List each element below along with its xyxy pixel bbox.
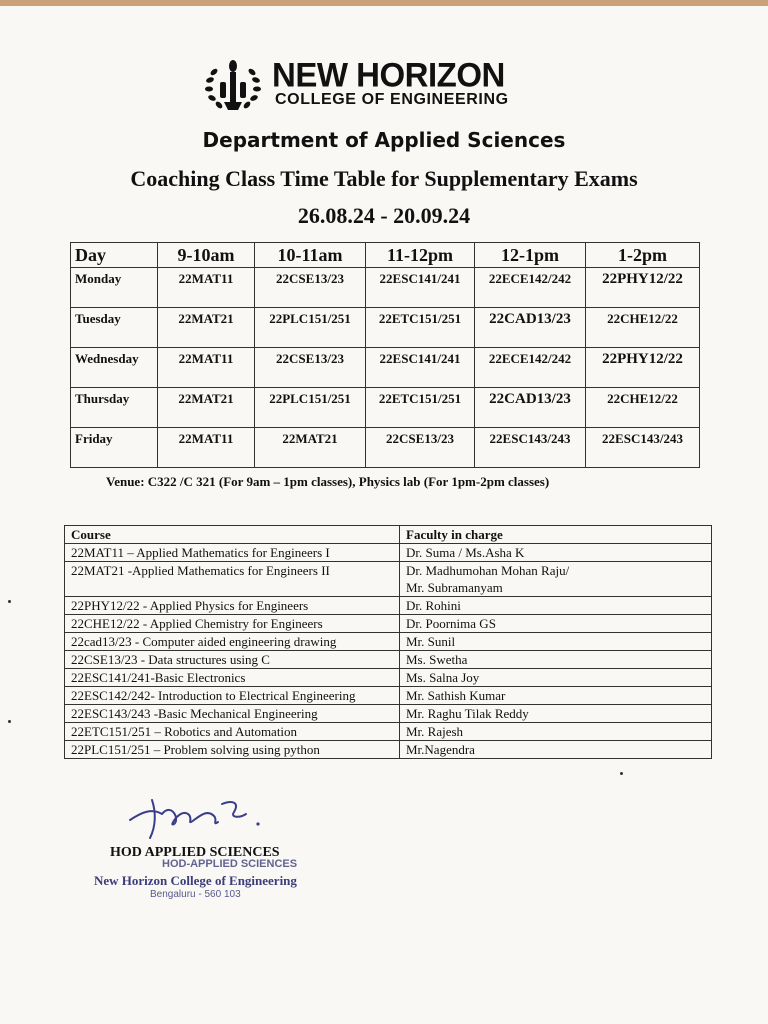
class-cell: 22PHY12/22 [586,348,700,388]
class-cell: 22MAT21 [255,428,366,468]
faculty-cell: Dr. Rohini [400,597,712,615]
course-row [65,723,712,741]
timetable-header: 10-11am [255,243,366,268]
course-cell: 22ESC143/243 -Basic Mechanical Engineering [65,705,400,723]
class-cell: 22ECE142/242 [475,348,586,388]
faculty-cell: Mr. Sathish Kumar [400,687,712,705]
class-cell: 22CHE12/22 [586,388,700,428]
faculty-cell: Mr.Nagendra [400,741,712,759]
faculty-cell: Ms. Swetha [400,651,712,669]
timetable-row [71,428,700,468]
day-cell: Friday [71,428,158,468]
class-cell: 22ETC151/251 [366,308,475,348]
course-row [65,705,712,723]
venue-note: Venue: C322 /C 321 (For 9am – 1pm classes), Physics lab (For 1pm-2pm classes) [106,474,550,489]
class-cell: 22MAT11 [158,268,255,308]
class-cell: 22PLC151/251 [255,308,366,348]
course-cell: 22MAT11 – Applied Mathematics for Engineers I [65,544,400,562]
stamp-line: Bengaluru - 560 103 [150,889,241,900]
faculty-cell: Mr. Raghu Tilak Reddy [400,705,712,723]
faculty-line: Dr. Madhumohan Mohan Raju/ [406,563,570,578]
department-title: Department of Applied Sciences [202,128,566,152]
faculty-cell: Mr. Rajesh [400,723,712,741]
course-cell: 22PLC151/251 – Problem solving using python [65,741,400,759]
class-cell: 22CSE13/23 [366,428,475,468]
course-cell: 22PHY12/22 - Applied Physics for Engineers [65,597,400,615]
class-cell: 22CHE12/22 [586,308,700,348]
class-cell: 22MAT21 [158,308,255,348]
course-row [65,633,712,651]
timetable-header: 1-2pm [586,243,700,268]
page-edge [0,0,768,6]
stamp-line: HOD-APPLIED SCIENCES [162,858,298,870]
class-cell: 22ESC141/241 [366,268,475,308]
class-cell: 22ECE142/242 [475,268,586,308]
class-cell: 22MAT11 [158,428,255,468]
course-cell: 22ESC141/241-Basic Electronics [65,669,400,687]
day-cell: Thursday [71,388,158,428]
course-cell: 22CHE12/22 - Applied Chemistry for Engineers [65,615,400,633]
timetable [70,242,700,468]
college-name: NEW HORIZON [272,55,505,94]
course-cell: 22MAT21 -Applied Mathematics for Engineers II [65,562,400,597]
date-range: 26.08.24 - 20.09.24 [297,203,471,228]
day-cell: Wednesday [71,348,158,388]
faculty-cell [400,562,712,597]
college-logo [198,55,578,116]
class-cell: 22CAD13/23 [475,308,586,348]
scan-speck [8,720,11,723]
class-cell: 22ESC141/241 [366,348,475,388]
course-row [65,687,712,705]
course-row [65,597,712,615]
class-cell: 22ESC143/243 [586,428,700,468]
day-cell: Tuesday [71,308,158,348]
timetable-row [71,348,700,388]
course-cell: 22ETC151/251 – Robotics and Automation [65,723,400,741]
class-cell: 22CAD13/23 [475,388,586,428]
class-cell: 22PHY12/22 [586,268,700,308]
class-cell: 22MAT21 [158,388,255,428]
class-cell: 22CSE13/23 [255,268,366,308]
course-header-row [65,526,712,544]
course-row [65,741,712,759]
class-cell: 22ETC151/251 [366,388,475,428]
faculty-cell: Ms. Salna Joy [400,669,712,687]
laurel-torch-icon [198,58,268,112]
course-cell: 22cad13/23 - Computer aided engineering drawing [65,633,400,651]
course-row [65,562,712,597]
faculty-cell: Dr. Poornima GS [400,615,712,633]
timetable-header: 12-1pm [475,243,586,268]
scan-speck [620,772,623,775]
timetable-row [71,308,700,348]
class-cell: 22PLC151/251 [255,388,366,428]
scan-speck [8,600,11,603]
timetable-header-row [71,243,700,268]
faculty-cell: Dr. Suma / Ms.Asha K [400,544,712,562]
course-faculty-table [64,525,712,759]
course-header: Course [65,526,400,544]
class-cell: 22ESC143/243 [475,428,586,468]
faculty-line: Mr. Subramanyam [406,580,503,595]
faculty-header: Faculty in charge [400,526,712,544]
office-stamp [92,858,322,908]
timetable-header: 9-10am [158,243,255,268]
day-cell: Monday [71,268,158,308]
timetable-header: Day [71,243,158,268]
college-subtitle: COLLEGE OF ENGINEERING [275,91,509,108]
class-cell: 22CSE13/23 [255,348,366,388]
course-row [65,615,712,633]
class-cell: 22MAT11 [158,348,255,388]
course-row [65,544,712,562]
timetable-row [71,268,700,308]
course-cell: 22ESC142/242- Introduction to Electrical Engineering [65,687,400,705]
course-cell: 22CSE13/23 - Data structures using C [65,651,400,669]
course-row [65,651,712,669]
stamp-line: New Horizon College of Engineering [94,873,297,888]
timetable-header: 11-12pm [366,243,475,268]
document-heading: Coaching Class Time Table for Supplementary Exams [130,166,638,191]
handwritten-signature [122,790,272,845]
timetable-row [71,388,700,428]
signatory-title: HOD APPLIED SCIENCES [110,845,280,860]
course-row [65,669,712,687]
faculty-cell: Mr. Sunil [400,633,712,651]
